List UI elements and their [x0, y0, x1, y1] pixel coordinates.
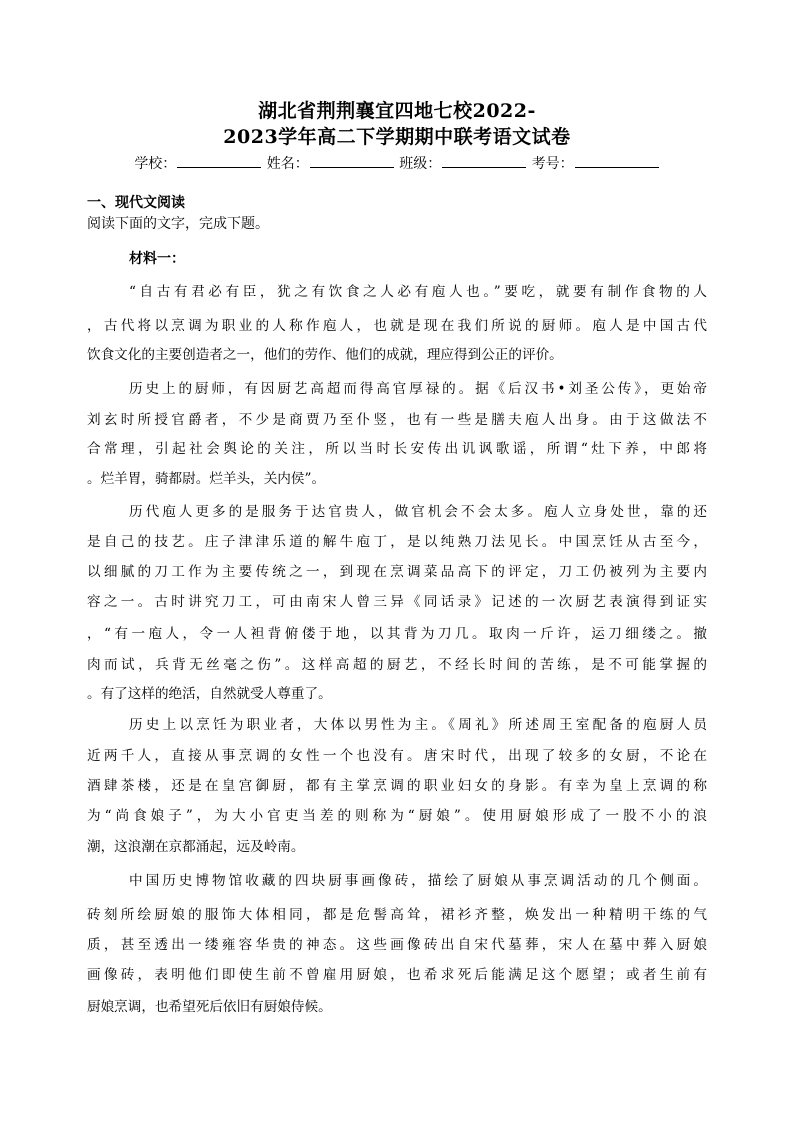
body-line: 历代庖人更多的是服务于达官贵人，做官机会不会太多。庖人立身处世，靠的还 — [129, 504, 707, 520]
body-line: 砖刻所绘厨娘的服饰大体相同，都是危髻高耸，裙衫齐整，焕发出一种精明干练的气 — [87, 907, 707, 923]
name-blank[interactable] — [310, 152, 394, 168]
school-label: 学校： — [134, 156, 177, 172]
body-line: ，“有一庖人，令一人袒背俯偻于地，以其背为刀几。取肉一斤许，运刀细缕之。撤 — [87, 626, 707, 642]
section-heading: 一、现代文阅读 — [87, 195, 185, 211]
body-line: 酒肆茶楼，还是在皇宫御厨，都有主掌烹调的职业妇女的身影。有幸为皇上烹调的称 — [87, 778, 707, 794]
body-line: 厨娘烹调，也希望死后依旧有厨娘侍候。 — [87, 999, 332, 1015]
body-line: 饮食文化的主要创造者之一，他们的劳作、他们的成就，理应得到公正的评价。 — [87, 347, 563, 363]
exam-number-label: 考号： — [531, 156, 574, 172]
body-line: 历史上的厨师，有因厨艺高超而得高官厚禄的。据《后汉书•刘圣公传》，更始帝 — [129, 381, 707, 397]
body-line: 近两千人，直接从事烹调的女性一个也没有。唐宋时代，出现了较多的女厨，不论在 — [87, 748, 707, 764]
exam-title-line-2: 2023学年高二下学期期中联考语文试卷 — [223, 126, 571, 148]
section-instruction: 阅读下面的文字，完成下题。 — [87, 216, 269, 232]
class-blank[interactable] — [442, 152, 526, 168]
body-line: 中国历史博物馆收藏的四块厨事画像砖，描绘了厨娘从事烹调活动的几个侧面。 — [129, 873, 707, 889]
school-blank[interactable] — [177, 152, 261, 168]
body-line: “自古有君必有臣，犹之有饮食之人必有庖人也。”要吃，就要有制作食物的人 — [129, 284, 707, 300]
student-info-row — [0, 152, 794, 175]
exam-number-blank[interactable] — [575, 152, 659, 168]
body-line: 是自己的技艺。庄子津津乐道的解牛庖丁，是以纯熟刀法见长。中国烹饪从古至今， — [87, 534, 707, 550]
body-line: 为“尚食娘子”，为大小官吏当差的则称为“厨娘”。使用厨娘形成了一股不小的浪 — [87, 808, 707, 824]
exam-title-line-1: 湖北省荆荆襄宜四地七校2022- — [258, 100, 536, 122]
body-line: 刘玄时所授官爵者，不少是商贾乃至仆竖，也有一些是膳夫庖人出身。由于这做法不 — [87, 412, 707, 428]
body-line: ，古代将以烹调为职业的人称作庖人，也就是现在我们所说的厨师。庖人是中国古代 — [87, 318, 707, 334]
body-line: 肉而试，兵背无丝毫之伤”。这样高超的厨艺，不经长时间的苦练，是不可能掌握的 — [87, 657, 707, 673]
class-label: 班级： — [399, 156, 442, 172]
body-line: 容之一。古时讲究刀工，可由南宋人曾三异《同话录》记述的一次厨艺表演得到证实 — [87, 594, 707, 610]
body-line: 历史上以烹饪为职业者，大体以男性为主。《周礼》所述周王室配备的庖厨人员 — [129, 717, 707, 733]
body-line: 质，甚至透出一缕雍容华贵的神态。这些画像砖出自宋代墓葬，宋人在墓中葬入厨娘 — [87, 937, 707, 953]
body-line: 以细腻的刀工作为主要传统之一，到现在烹调菜品高下的评定，刀工仍被列为主要内 — [87, 564, 707, 580]
body-line: 。烂羊胃，骑都尉。烂羊头，关内侯”。 — [87, 471, 326, 487]
name-label: 姓名： — [266, 156, 309, 172]
body-line: 潮，这浪潮在京都涌起，远及岭南。 — [87, 839, 305, 855]
body-line: 合常理，引起社会舆论的关注，所以当时长安传出讥讽歌谣，所谓“灶下养，中郎将 — [87, 441, 707, 457]
material-label: 材料一： — [129, 251, 185, 267]
body-line: 。有了这样的绝活，自然就受人尊重了。 — [87, 686, 332, 702]
body-line: 画像砖，表明他们即使生前不曾雇用厨娘，也希求死后能满足这个愿望；或者生前有 — [87, 967, 707, 983]
